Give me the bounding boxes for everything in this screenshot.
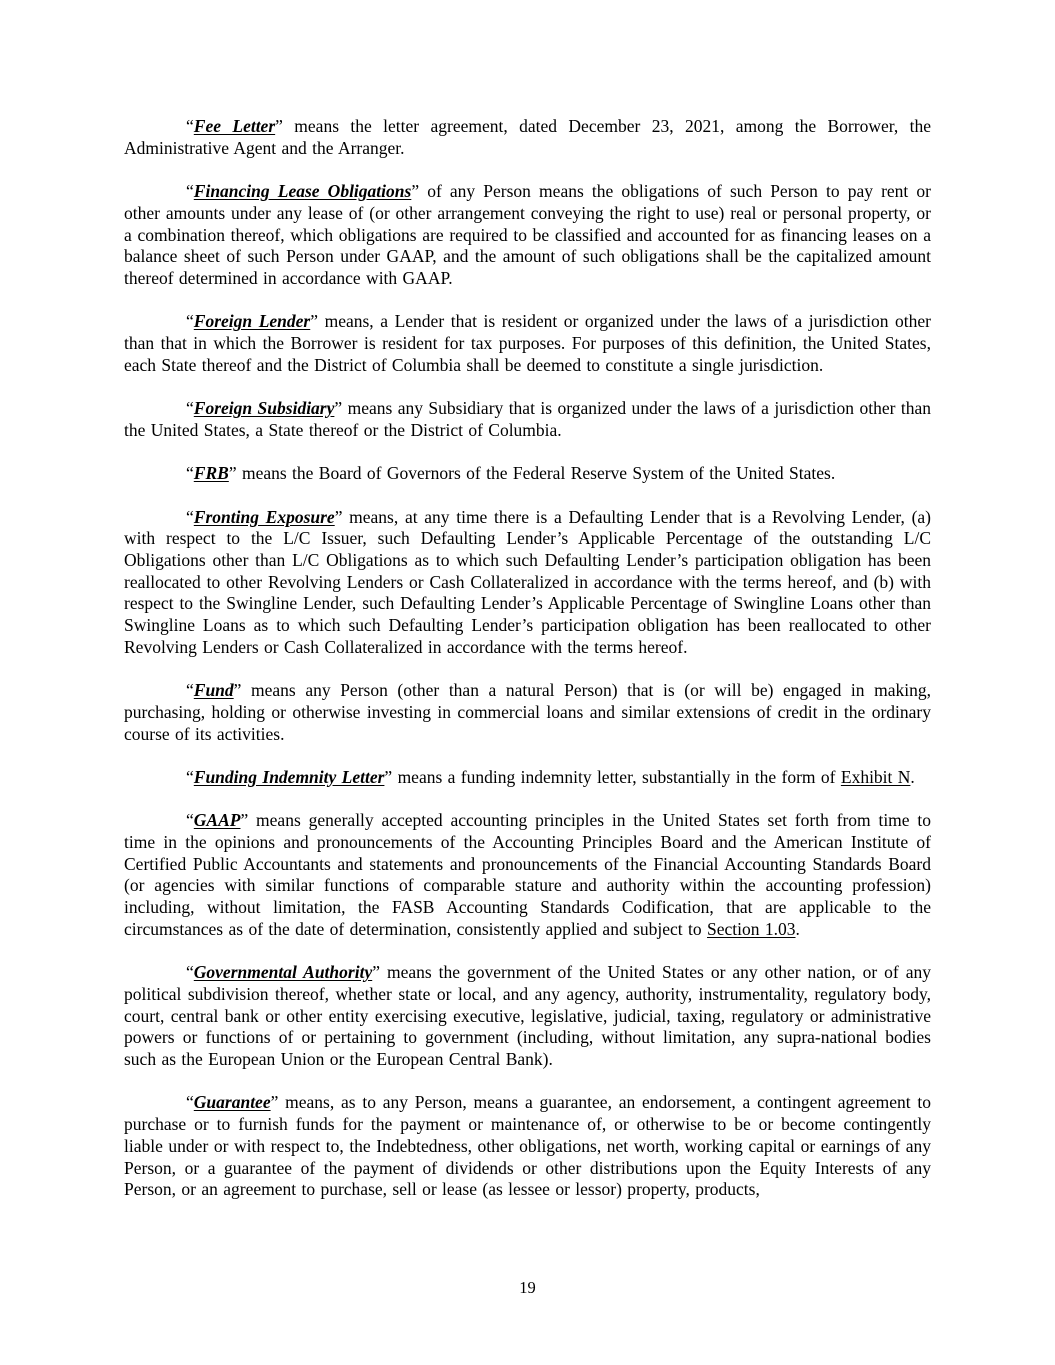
defined-term: Financing Lease Obligations bbox=[193, 181, 412, 202]
defined-term: GAAP bbox=[193, 810, 241, 831]
defined-term: Fund bbox=[193, 680, 234, 701]
definition-paragraph bbox=[124, 962, 931, 1071]
paragraph-text: ” means, as to any Person, means a guarantee, an endorsement, a contingent agreement to purchase or to furnish funds for the payment or maintenance of, or otherwise to be or become contingently liable under or with respect to, the Indebtedness, other obligations, net worth, working capital or earnings of any Person, or a guarantee of the payment of dividends or other distributions upon the Equity Interests of any Person, or an agreement to purchase, sell or lease (as lessee or lessor) property, products, bbox=[124, 1092, 931, 1200]
definition-paragraph bbox=[124, 311, 931, 376]
definition-paragraph bbox=[124, 181, 931, 290]
paragraph-text: ” means any Person (other than a natural Person) that is (or will be) engaged in making, purchasing, holding or otherwise investing in commercial loans and similar extensions of credit in the ordinary course of its activities. bbox=[124, 680, 931, 744]
defined-term: Governmental Authority bbox=[193, 962, 373, 983]
defined-term: FRB bbox=[193, 463, 229, 484]
defined-term: Fee Letter bbox=[193, 116, 276, 136]
paragraph-text: “ bbox=[186, 311, 194, 332]
paragraph-text: ” means the letter agreement, dated December 23, 2021, among the Borrower, the Administrative Agent and the Arranger. bbox=[124, 116, 931, 158]
paragraph-text: ” means the government of the United States or any other nation, or of any political subdivision thereof, whether state or local, and any agency, authority, instrumentality, regulatory body, court, central bank or other entity exercising executive, legislative, judicial, taxing, regulatory or administrative powers or functions of or pertaining to government (including, without limitation, any supra-national bodies such as the European Union or the European Central Bank). bbox=[124, 962, 931, 1070]
definitions-list bbox=[124, 116, 931, 1201]
defined-term: Guarantee bbox=[193, 1092, 271, 1113]
paragraph-text: “ bbox=[186, 962, 194, 983]
paragraph-text: ” means, at any time there is a Defaulting Lender that is a Revolving Lender, (a) with respect to the L/C Issuer, such Defaulting Lender’s Applicable Percentage of the outstanding L/C Obligations other than L/C Obligations as to which such Defaulting Lender’s participation obligation has been reallocated to other Revolving Lenders or Cash Collateralized in accordance with the terms hereof, and (b) with respect to the Swingline Lender, such Defaulting Lender’s Applicable Percentage of Swingline Loans other than Swingline Loans as to which such Defaulting Lender’s participation obligation has been reallocated to other Revolving Lenders or Cash Collateralized in accordance with the terms hereof. bbox=[124, 506, 931, 657]
paragraph-text: “ bbox=[186, 506, 194, 527]
definition-paragraph bbox=[124, 507, 931, 659]
defined-term: Foreign Lender bbox=[193, 311, 311, 332]
paragraph-text: “ bbox=[186, 116, 194, 136]
cross-reference: Exhibit N bbox=[840, 766, 911, 787]
paragraph-text: ” of any Person means the obligations of such Person to pay rent or other amounts under any lease of (or other arrangement conveying the right to use) real or personal property, or a combination thereof, which obligations are required to be classified and accounted for as financing leases on a balance sheet of such Person under GAAP, and the amount of such obligations shall be the capitalized amount thereof determined in accordance with GAAP. bbox=[124, 181, 931, 288]
definition-paragraph bbox=[124, 463, 931, 485]
page-number: 19 bbox=[519, 1278, 536, 1297]
cross-reference: Section 1.03 bbox=[707, 918, 796, 939]
paragraph-text: “ bbox=[186, 181, 194, 202]
definition-paragraph bbox=[124, 398, 931, 441]
definition-paragraph bbox=[124, 680, 931, 745]
paragraph-text: ” means a funding indemnity letter, substantially in the form of bbox=[384, 766, 841, 787]
paragraph-text: ” means any Subsidiary that is organized under the laws of a jurisdiction other than the United States, a State thereof or the District of Columbia. bbox=[124, 398, 931, 440]
defined-term: Fronting Exposure bbox=[193, 506, 335, 527]
paragraph-text: “ bbox=[186, 766, 194, 787]
paragraph-text: ” means the Board of Governors of the Federal Reserve System of the United States. bbox=[228, 463, 836, 484]
definition-paragraph bbox=[124, 767, 931, 789]
defined-term: Funding Indemnity Letter bbox=[193, 766, 385, 787]
paragraph-text: ” means, a Lender that is resident or organized under the laws of a jurisdiction other than that in which the Borrower is resident for tax purposes. For purposes of this definition, the United States, each State thereof and the District of Columbia shall be deemed to constitute a single jurisdiction. bbox=[124, 311, 931, 375]
definition-paragraph bbox=[124, 116, 931, 159]
definition-paragraph bbox=[124, 1092, 931, 1201]
paragraph-text: “ bbox=[186, 810, 194, 831]
paragraph-text: . bbox=[910, 766, 915, 787]
definition-paragraph bbox=[124, 810, 931, 940]
paragraph-text: ” means generally accepted accounting principles in the United States set forth from time to time in the opinions and pronouncements of the Accounting Principles Board and the American Institute of Certified Public Accountants and statements and pronouncements of the Financial Accounting Standards Board (or agencies with similar functions of comparable stature and authority within the accounting profession) including, without limitation, the FASB Accounting Standards Codification, that are applicable to the circumstances as of the date of determination, consistently applied and subject to bbox=[124, 810, 931, 939]
defined-term: Foreign Subsidiary bbox=[193, 398, 335, 419]
paragraph-text: . bbox=[795, 918, 800, 939]
paragraph-text: “ bbox=[186, 398, 194, 419]
paragraph-text: “ bbox=[186, 1092, 194, 1113]
paragraph-text: “ bbox=[186, 680, 194, 701]
paragraph-text: “ bbox=[186, 463, 194, 484]
